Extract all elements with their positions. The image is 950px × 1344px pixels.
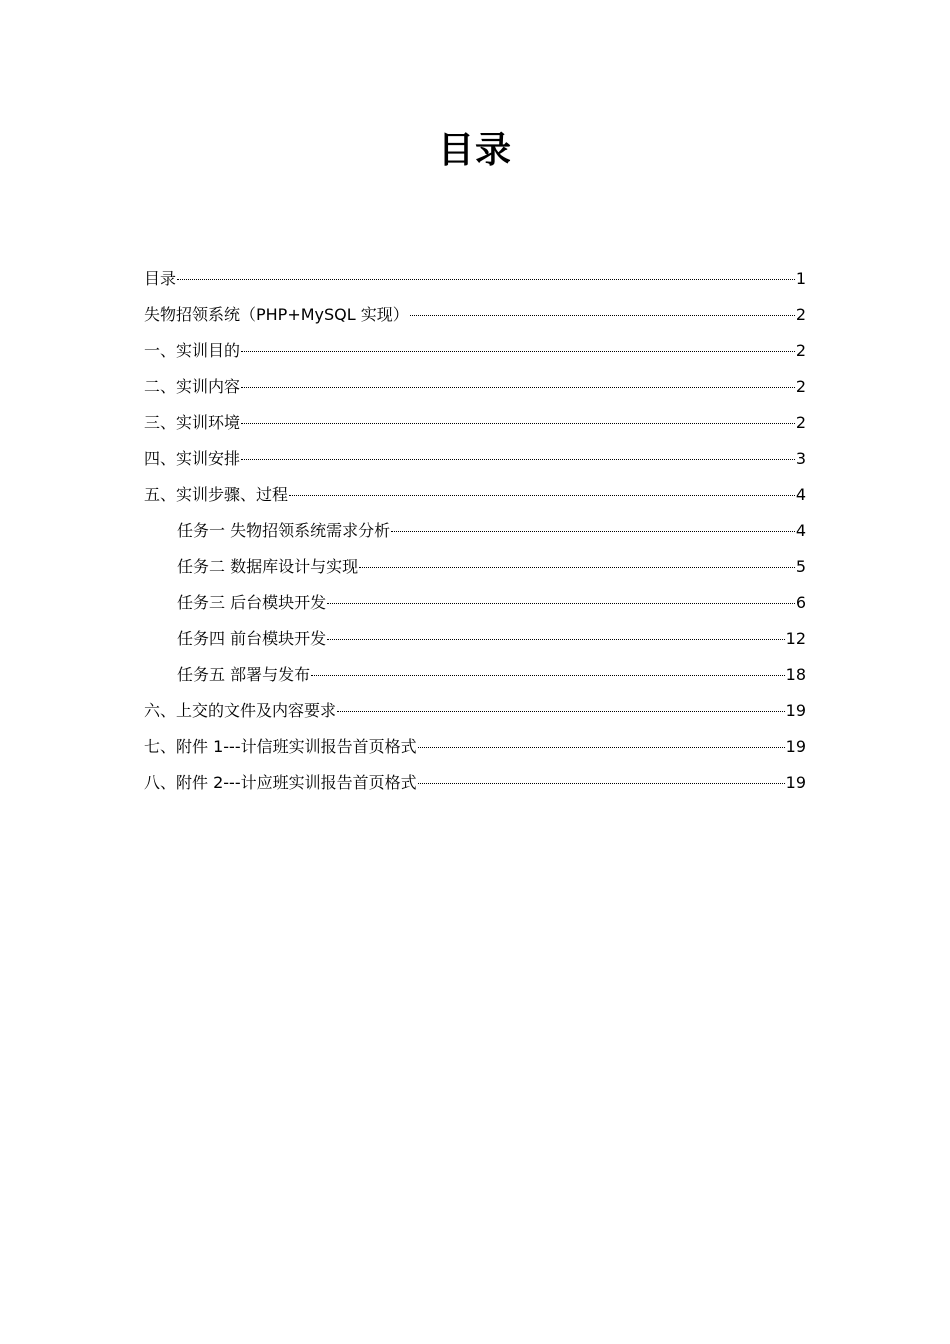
toc-dot-leader bbox=[327, 639, 785, 640]
toc-dot-leader bbox=[410, 315, 795, 316]
toc-dot-leader bbox=[418, 747, 785, 748]
toc-dot-leader bbox=[241, 387, 795, 388]
toc-page-number: 3 bbox=[795, 449, 806, 468]
toc-page-number: 19 bbox=[785, 737, 806, 756]
toc-dot-leader bbox=[177, 279, 795, 280]
toc-entry-title: 八、附件 2---计应班实训报告首页格式 bbox=[144, 773, 417, 792]
toc-entry-title: 失物招领系统（PHP+MySQL 实现） bbox=[144, 305, 409, 324]
toc-entry-title: 四、实训安排 bbox=[144, 449, 241, 468]
toc-entry[interactable] bbox=[144, 481, 806, 517]
toc-page-number: 4 bbox=[795, 485, 806, 504]
toc-dot-leader bbox=[337, 711, 785, 712]
toc-entry[interactable] bbox=[144, 301, 806, 337]
toc-entry-title: 三、实训环境 bbox=[144, 413, 241, 432]
toc-entry[interactable] bbox=[144, 661, 806, 697]
toc-dot-leader bbox=[391, 531, 795, 532]
toc-dot-leader bbox=[241, 351, 795, 352]
toc-page-number: 6 bbox=[795, 593, 806, 612]
toc-entry[interactable] bbox=[144, 337, 806, 373]
toc-page-number: 19 bbox=[785, 773, 806, 792]
toc-page-number: 2 bbox=[795, 341, 806, 360]
toc-page-number: 1 bbox=[795, 269, 806, 288]
toc-entry[interactable] bbox=[144, 373, 806, 409]
toc-entry-title: 六、上交的文件及内容要求 bbox=[144, 701, 337, 720]
page-title: 目录 bbox=[437, 130, 512, 171]
toc-dot-leader bbox=[311, 675, 785, 676]
toc-entry[interactable] bbox=[144, 625, 806, 661]
toc-dot-leader bbox=[327, 603, 795, 604]
toc-entry-title: 任务三 后台模块开发 bbox=[177, 593, 327, 612]
toc-entry-title: 任务一 失物招领系统需求分析 bbox=[177, 521, 391, 540]
toc-entry[interactable] bbox=[144, 769, 806, 805]
toc-page-number: 2 bbox=[795, 377, 806, 396]
toc-entry-title: 一、实训目的 bbox=[144, 341, 241, 360]
toc-dot-leader bbox=[359, 567, 795, 568]
toc-page-number: 4 bbox=[795, 521, 806, 540]
toc-dot-leader bbox=[289, 495, 795, 496]
toc-entry[interactable] bbox=[144, 697, 806, 733]
toc-dot-leader bbox=[241, 459, 795, 460]
toc-entry[interactable] bbox=[144, 733, 806, 769]
toc-entry-title: 任务二 数据库设计与实现 bbox=[177, 557, 359, 576]
toc-page-number: 5 bbox=[795, 557, 806, 576]
toc-page-number: 2 bbox=[795, 305, 806, 324]
toc-entry-title: 二、实训内容 bbox=[144, 377, 241, 396]
toc-entry[interactable] bbox=[144, 445, 806, 481]
toc-entry-title: 任务四 前台模块开发 bbox=[177, 629, 327, 648]
toc-entry-title: 七、附件 1---计信班实训报告首页格式 bbox=[144, 737, 417, 756]
toc-page-number: 19 bbox=[785, 701, 806, 720]
toc-entry[interactable] bbox=[144, 517, 806, 553]
toc-page-number: 2 bbox=[795, 413, 806, 432]
toc-dot-leader bbox=[418, 783, 785, 784]
toc-page-number: 18 bbox=[785, 665, 806, 684]
toc-page-number: 12 bbox=[785, 629, 806, 648]
toc-entry[interactable] bbox=[144, 409, 806, 445]
toc-dot-leader bbox=[241, 423, 795, 424]
toc-entry-title: 五、实训步骤、过程 bbox=[144, 485, 289, 504]
toc-entry-title: 任务五 部署与发布 bbox=[177, 665, 311, 684]
toc-entry[interactable] bbox=[144, 553, 806, 589]
toc-entry[interactable] bbox=[144, 589, 806, 625]
toc-entry-title: 目录 bbox=[144, 269, 177, 288]
toc-entry[interactable] bbox=[144, 265, 806, 301]
table-of-contents bbox=[144, 265, 806, 805]
